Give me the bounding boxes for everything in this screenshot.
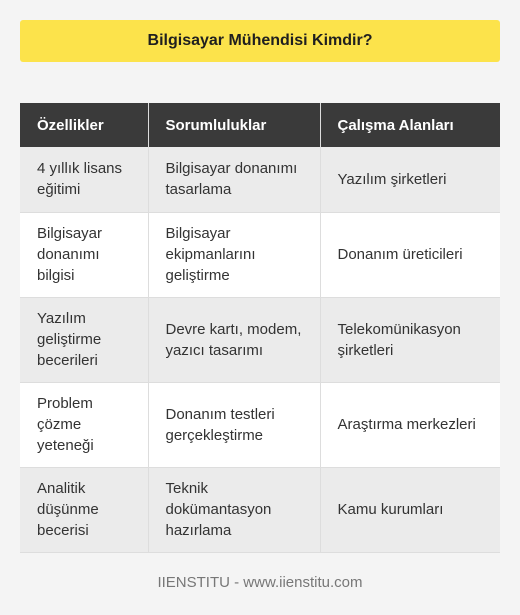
table-cell: Bilgisayar ekipmanlarını geliştirme	[148, 212, 320, 297]
column-header-work-areas: Çalışma Alanları	[320, 103, 500, 147]
table-row	[20, 467, 500, 552]
table-header-row	[20, 103, 500, 147]
table-cell: 4 yıllık lisans eğitimi	[20, 147, 148, 212]
table-cell: Donanım testleri gerçekleştirme	[148, 382, 320, 467]
table-cell: Araştırma merkezleri	[320, 382, 500, 467]
page-title: Bilgisayar Mühendisi Kimdir?	[20, 20, 500, 62]
footer-credit: IIENSTITU - www.iienstitu.com	[157, 574, 363, 591]
table-cell: Telekomünikasyon şirketleri	[320, 297, 500, 382]
info-table	[20, 103, 500, 553]
table-cell: Bilgisayar donanımı bilgisi	[20, 212, 148, 297]
table-row	[20, 297, 500, 382]
table-cell: Yazılım geliştirme becerileri	[20, 297, 148, 382]
column-header-features: Özellikler	[20, 103, 148, 147]
table-cell: Kamu kurumları	[320, 467, 500, 552]
table-cell: Yazılım şirketleri	[320, 147, 500, 212]
table-row	[20, 212, 500, 297]
table-row	[20, 147, 500, 212]
table-cell: Problem çözme yeteneği	[20, 382, 148, 467]
table-cell: Bilgisayar donanımı tasarlama	[148, 147, 320, 212]
table-row	[20, 382, 500, 467]
table-cell: Donanım üreticileri	[320, 212, 500, 297]
column-header-responsibilities: Sorumluluklar	[148, 103, 320, 147]
table-cell: Analitik düşünme becerisi	[20, 467, 148, 552]
table-cell: Devre kartı, modem, yazıcı tasarımı	[148, 297, 320, 382]
table-cell: Teknik dokümantasyon hazırlama	[148, 467, 320, 552]
